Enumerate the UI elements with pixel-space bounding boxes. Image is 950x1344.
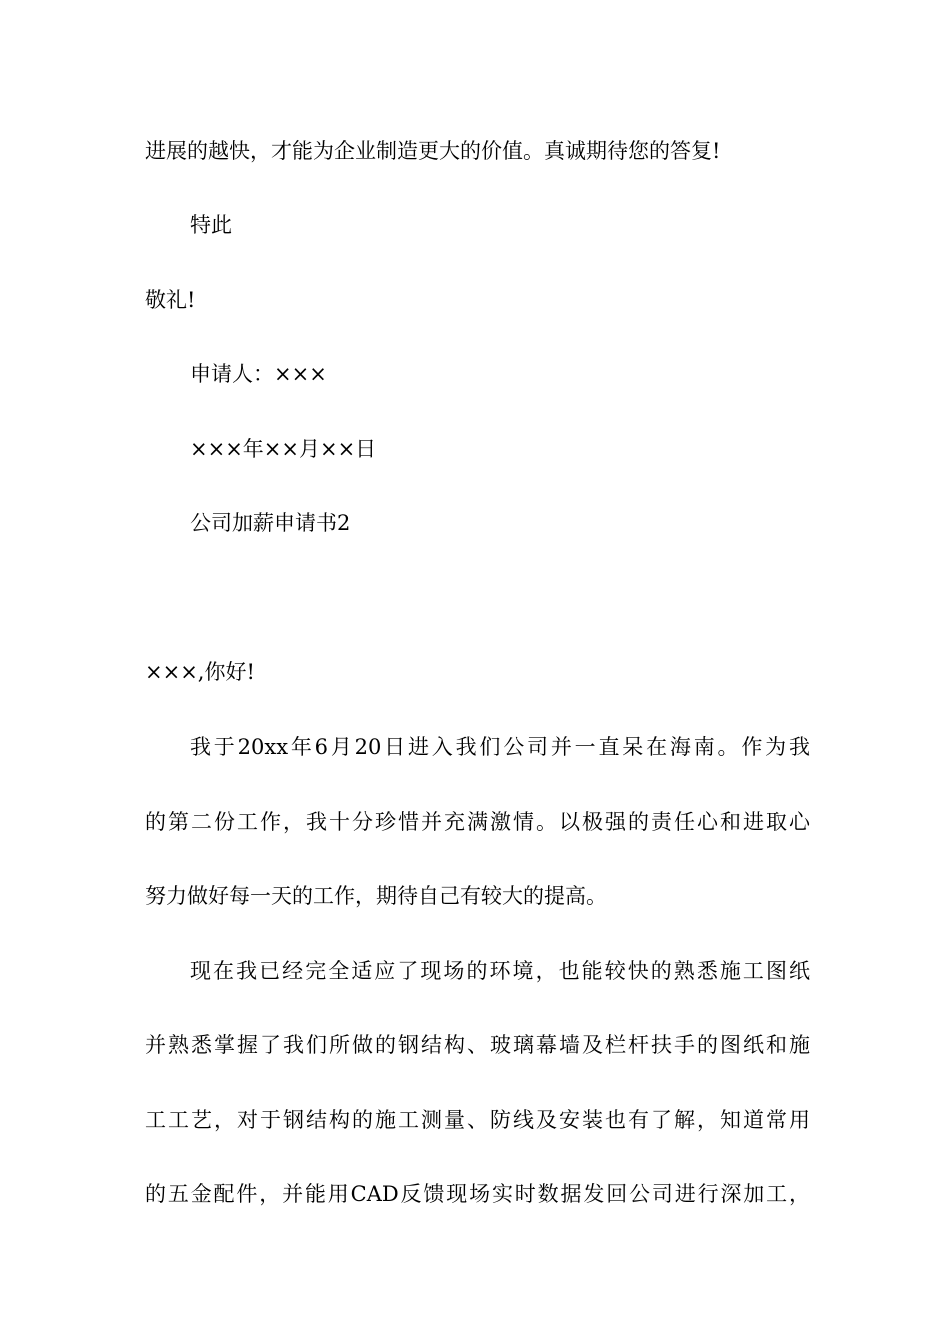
- applicant-signature: 申请人：×××: [190, 362, 327, 386]
- paragraph-line: 我于20xx年6月20日进入我们公司并一直呆在海南。作为我: [190, 735, 810, 759]
- section-title: 公司加薪申请书2: [190, 511, 351, 535]
- greeting: ×××,你好!: [145, 660, 255, 684]
- paragraph-line: 的第二份工作，我十分珍惜并充满激情。以极强的责任心和进取心: [145, 810, 810, 834]
- paragraph-line: 努力做好每一天的工作，期待自己有较大的提高。: [145, 884, 607, 908]
- salutation: 敬礼!: [145, 288, 196, 312]
- closing-paragraph-line: 进展的越快，才能为企业制造更大的价值。真诚期待您的答复!: [145, 139, 721, 163]
- paragraph-line: 并熟悉掌握了我们所做的钢结构、玻璃幕墙及栏杆扶手的图纸和施: [145, 1033, 810, 1057]
- date-line: ×××年××月××日: [190, 437, 377, 461]
- paragraph-line: 的五金配件，并能用CAD反馈现场实时数据发回公司进行深加工，: [145, 1182, 810, 1206]
- paragraph-line: 工工艺，对于钢结构的施工测量、防线及安装也有了解，知道常用: [145, 1108, 810, 1132]
- paragraph-line: 现在我已经完全适应了现场的环境，也能较快的熟悉施工图纸: [190, 959, 810, 983]
- closing-phrase: 特此: [190, 213, 232, 237]
